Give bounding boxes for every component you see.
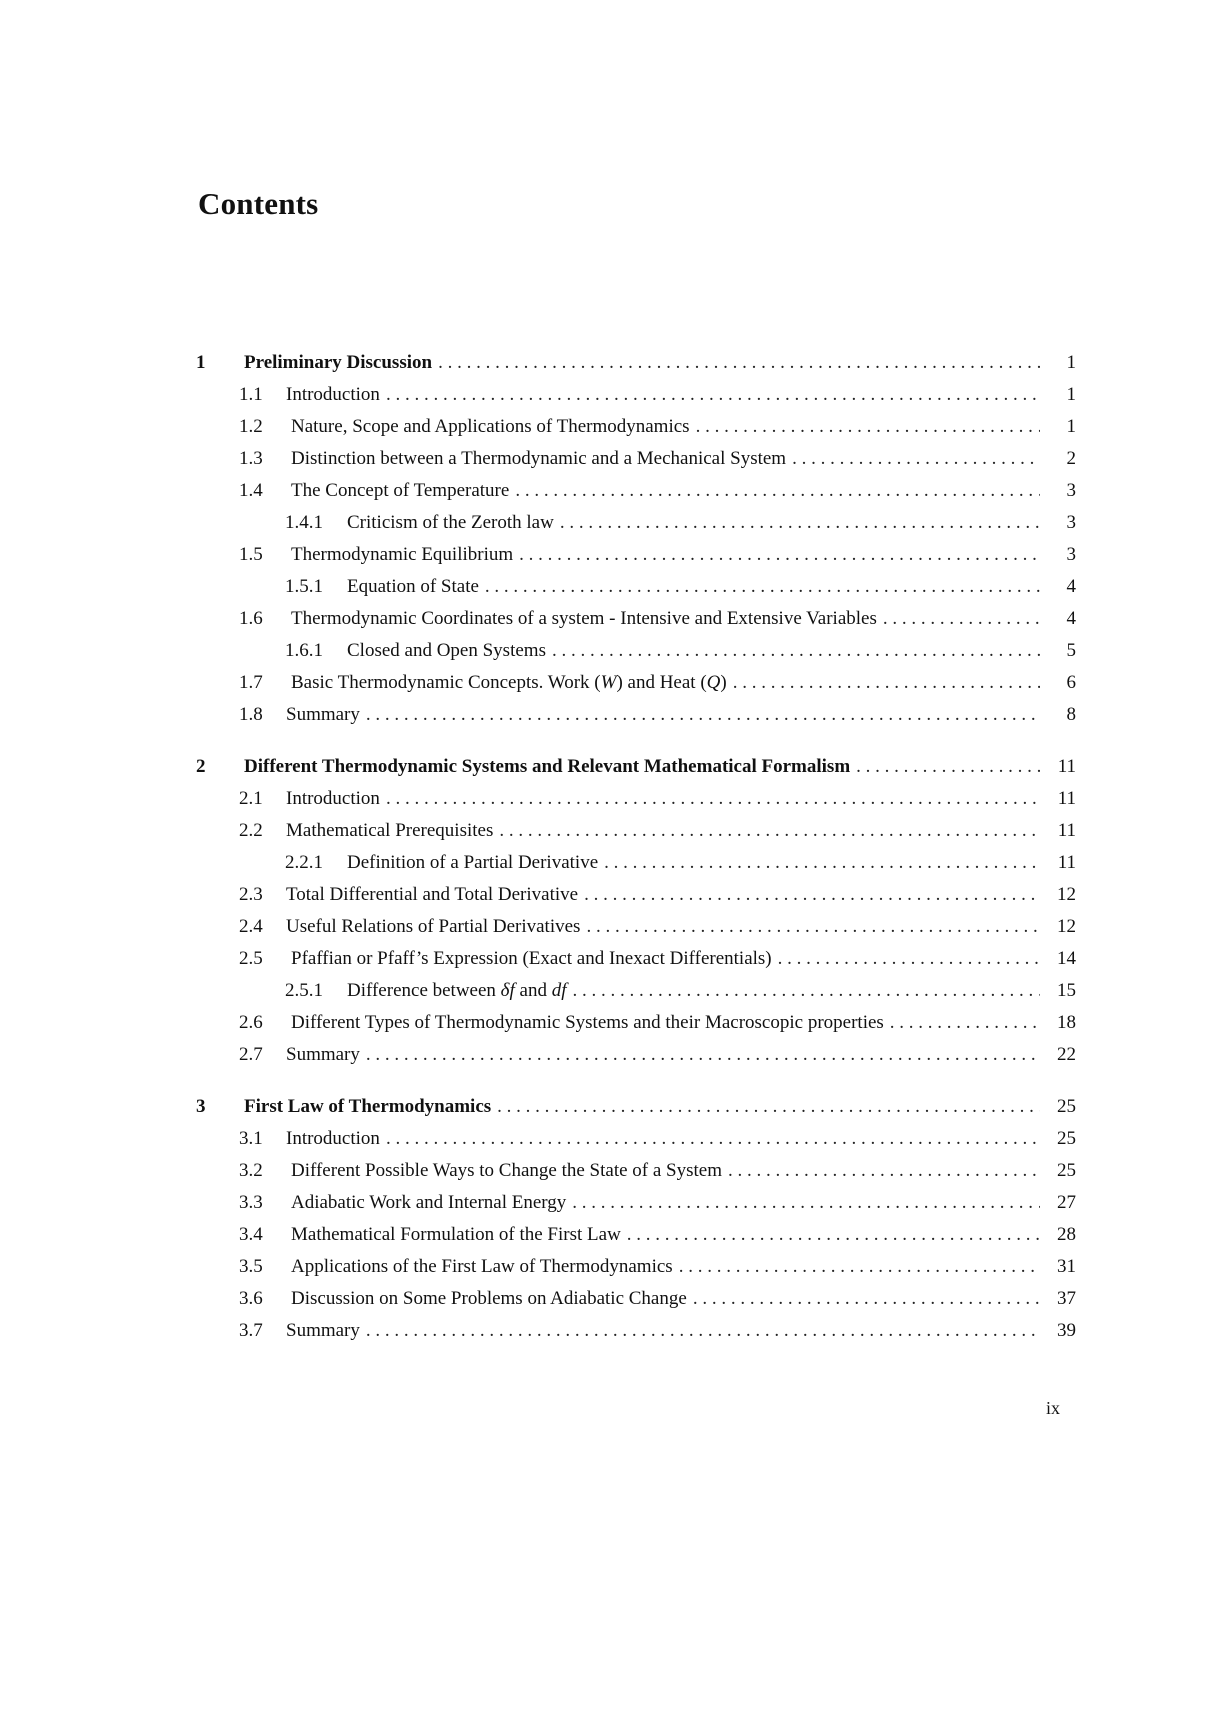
dot-leader <box>733 667 1040 699</box>
dot-leader <box>386 1123 1040 1155</box>
dot-leader <box>586 911 1040 943</box>
entry-title-leader <box>291 1219 1040 1251</box>
entry-number: 2.2.1 <box>285 852 323 873</box>
entry-number: 1.7 <box>239 672 263 693</box>
dot-leader <box>792 443 1040 475</box>
entry-number: 3.3 <box>239 1192 263 1213</box>
subsection-entry[interactable] <box>196 507 1076 539</box>
dot-leader <box>485 571 1040 603</box>
dot-leader <box>519 539 1040 571</box>
entry-title[interactable]: Different Types of Thermodynamic Systems and their Macroscopic properties <box>291 1012 884 1033</box>
entry-title-leader <box>286 1315 1040 1347</box>
entry-page-number[interactable]: 25 <box>1057 1160 1076 1181</box>
entry-title[interactable]: Nature, Scope and Applications of Thermodynamics <box>291 416 690 437</box>
entry-number: 3.1 <box>239 1128 263 1149</box>
entry-title[interactable]: Summary <box>286 704 360 725</box>
entry-number: 1.5.1 <box>285 576 323 597</box>
entry-title-leader <box>286 783 1040 815</box>
dot-leader <box>386 783 1040 815</box>
section-entry[interactable] <box>196 667 1076 699</box>
entry-number: 2.2 <box>239 820 263 841</box>
entry-page-number[interactable]: 12 <box>1057 884 1076 905</box>
entry-page-number[interactable]: 6 <box>1066 672 1076 693</box>
entry-title-leader <box>291 1187 1040 1219</box>
entry-title-leader <box>286 1123 1040 1155</box>
entry-title-leader <box>347 975 1040 1007</box>
entry-number: 1.4.1 <box>285 512 323 533</box>
dot-leader <box>552 635 1040 667</box>
entry-title-leader <box>286 911 1040 943</box>
entry-title[interactable]: Difference between δf and df <box>347 980 567 1001</box>
entry-title[interactable]: First Law of Thermodynamics <box>244 1096 492 1117</box>
entry-page-number[interactable]: 15 <box>1057 980 1076 1001</box>
entry-page-number[interactable]: 12 <box>1057 916 1076 937</box>
chapter-entry[interactable] <box>196 347 1076 379</box>
section-entry[interactable] <box>196 1007 1076 1039</box>
entry-title-leader <box>244 347 1040 379</box>
entry-page-number[interactable]: 5 <box>1066 640 1076 661</box>
dot-leader <box>679 1251 1040 1283</box>
entry-title[interactable]: Introduction <box>286 788 380 809</box>
entry-title-leader <box>347 571 1040 603</box>
entry-title[interactable]: Total Differential and Total Derivative <box>286 884 579 905</box>
entry-title-leader <box>291 1007 1040 1039</box>
entry-title-leader <box>347 507 1040 539</box>
entry-title[interactable]: Discussion on Some Problems on Adiabatic Change <box>291 1288 687 1309</box>
entry-title-leader <box>291 1251 1040 1283</box>
dot-leader <box>627 1219 1040 1251</box>
entry-number: 2.5 <box>239 948 263 969</box>
section-entry[interactable] <box>196 1251 1076 1283</box>
chapter-block <box>196 751 1076 1071</box>
entry-title-leader <box>291 539 1040 571</box>
entry-title[interactable]: Criticism of the Zeroth law <box>347 512 554 533</box>
entry-number: 1.2 <box>239 416 263 437</box>
section-entry[interactable] <box>196 539 1076 571</box>
entry-page-number[interactable]: 14 <box>1057 948 1076 969</box>
page-title: Contents <box>198 186 319 221</box>
dot-leader <box>604 847 1040 879</box>
section-entry[interactable] <box>196 475 1076 507</box>
section-entry[interactable] <box>196 443 1076 475</box>
entry-number: 1.6 <box>239 608 263 629</box>
dot-leader <box>497 1091 1040 1123</box>
entry-title-leader <box>244 751 1040 783</box>
entry-page-number[interactable]: 39 <box>1057 1320 1076 1341</box>
section-entry[interactable] <box>196 911 1076 943</box>
entry-title-leader <box>286 1039 1040 1071</box>
section-entry[interactable] <box>196 1155 1076 1187</box>
entry-title[interactable]: Different Thermodynamic Systems and Relevant Mathematical Formalism <box>244 756 851 777</box>
chapter-block <box>196 347 1076 731</box>
entry-number: 1.5 <box>239 544 263 565</box>
entry-number: 2.7 <box>239 1044 263 1065</box>
entry-title[interactable]: Different Possible Ways to Change the State of a System <box>291 1160 723 1181</box>
chapter-entry[interactable] <box>196 1091 1076 1123</box>
entry-page-number[interactable]: 25 <box>1057 1096 1076 1117</box>
entry-title[interactable]: Distinction between a Thermodynamic and a Mechanical System <box>291 448 787 469</box>
section-entry[interactable] <box>196 783 1076 815</box>
dot-leader <box>386 379 1040 411</box>
entry-number: 1.4 <box>239 480 263 501</box>
entry-number: 1.3 <box>239 448 263 469</box>
entry-number: 3.6 <box>239 1288 263 1309</box>
subsection-entry[interactable] <box>196 847 1076 879</box>
entry-number: 3.2 <box>239 1160 263 1181</box>
entry-number: 3.5 <box>239 1256 263 1277</box>
entry-title[interactable]: Preliminary Discussion <box>244 352 433 373</box>
entry-title-leader <box>291 667 1040 699</box>
entry-page-number[interactable]: 22 <box>1057 1044 1076 1065</box>
entry-page-number[interactable]: 25 <box>1057 1128 1076 1149</box>
dot-leader <box>499 815 1040 847</box>
subsection-entry[interactable] <box>196 975 1076 1007</box>
entry-page-number[interactable]: 3 <box>1066 480 1076 501</box>
dot-leader <box>890 1007 1040 1039</box>
dot-leader <box>572 1187 1040 1219</box>
entry-page-number[interactable]: 4 <box>1066 608 1076 629</box>
entry-title[interactable]: Pfaffian or Pfaff’s Expression (Exact and Inexact Differentials) <box>291 948 772 969</box>
entry-number: 2.1 <box>239 788 263 809</box>
dot-leader <box>584 879 1040 911</box>
entry-page-number[interactable]: 4 <box>1066 576 1076 597</box>
entry-title-leader <box>347 635 1040 667</box>
entry-page-number[interactable]: 28 <box>1057 1224 1076 1245</box>
entry-title-leader <box>291 943 1040 975</box>
entry-number: 1 <box>196 352 206 373</box>
entry-title-leader <box>286 379 1040 411</box>
page-number: ix <box>1046 1398 1061 1418</box>
section-entry[interactable] <box>196 699 1076 731</box>
entry-number: 3.7 <box>239 1320 263 1341</box>
entry-title-leader <box>286 699 1040 731</box>
dot-leader <box>856 751 1040 783</box>
entry-title[interactable]: Applications of the First Law of Thermodynamics <box>291 1256 673 1277</box>
dot-leader <box>696 411 1040 443</box>
section-entry[interactable] <box>196 879 1076 911</box>
dot-leader <box>366 1315 1040 1347</box>
dot-leader <box>438 347 1040 379</box>
entry-title-leader <box>286 879 1040 911</box>
entry-page-number[interactable]: 11 <box>1057 852 1076 873</box>
entry-title-leader <box>291 1155 1040 1187</box>
entry-title[interactable]: Introduction <box>286 1128 380 1149</box>
section-entry[interactable] <box>196 1123 1076 1155</box>
entry-page-number[interactable]: 8 <box>1066 704 1076 725</box>
chapter-entry[interactable] <box>196 751 1076 783</box>
entry-title[interactable]: Thermodynamic Coordinates of a system - Intensive and Extensive Variables <box>291 608 877 629</box>
section-entry[interactable] <box>196 1187 1076 1219</box>
section-entry[interactable] <box>196 1283 1076 1315</box>
chapter-block <box>196 1091 1076 1347</box>
entry-title[interactable]: Introduction <box>286 384 380 405</box>
entry-number: 1.1 <box>239 384 263 405</box>
entry-title[interactable]: Definition of a Partial Derivative <box>347 852 599 873</box>
entry-page-number[interactable]: 1 <box>1066 416 1076 437</box>
dot-leader <box>515 475 1040 507</box>
entry-title-leader <box>291 475 1040 507</box>
entry-page-number[interactable]: 18 <box>1057 1012 1076 1033</box>
entry-number: 2.4 <box>239 916 263 937</box>
section-entry[interactable] <box>196 943 1076 975</box>
section-entry[interactable] <box>196 379 1076 411</box>
dot-leader <box>728 1155 1040 1187</box>
subsection-entry[interactable] <box>196 571 1076 603</box>
entry-page-number[interactable]: 31 <box>1057 1256 1076 1277</box>
entry-title[interactable]: The Concept of Temperature <box>291 480 510 501</box>
entry-page-number[interactable]: 2 <box>1066 448 1076 469</box>
dot-leader <box>778 943 1040 975</box>
entry-page-number[interactable]: 1 <box>1066 384 1076 405</box>
dot-leader <box>366 1039 1040 1071</box>
entry-title-leader <box>291 603 1040 635</box>
section-entry[interactable] <box>196 1219 1076 1251</box>
dot-leader <box>573 975 1040 1007</box>
entry-title[interactable]: Summary <box>286 1044 360 1065</box>
entry-page-number[interactable]: 27 <box>1057 1192 1076 1213</box>
section-entry[interactable] <box>196 1039 1076 1071</box>
entry-page-number[interactable]: 1 <box>1066 352 1076 373</box>
entry-page-number[interactable]: 3 <box>1066 512 1076 533</box>
section-entry[interactable] <box>196 815 1076 847</box>
entry-title[interactable]: Thermodynamic Equilibrium <box>291 544 514 565</box>
dot-leader <box>366 699 1040 731</box>
entry-title-leader <box>291 411 1040 443</box>
entry-number: 1.6.1 <box>285 640 323 661</box>
entry-number: 3 <box>196 1096 206 1117</box>
section-entry[interactable] <box>196 603 1076 635</box>
entry-title[interactable]: Mathematical Formulation of the First Law <box>291 1224 621 1245</box>
section-entry[interactable] <box>196 411 1076 443</box>
entry-number: 2.5.1 <box>285 980 323 1001</box>
entry-title[interactable]: Mathematical Prerequisites <box>286 820 494 841</box>
entry-title[interactable]: Adiabatic Work and Internal Energy <box>291 1192 567 1213</box>
entry-title[interactable]: Useful Relations of Partial Derivatives <box>286 916 581 937</box>
dot-leader <box>560 507 1040 539</box>
dot-leader <box>693 1283 1040 1315</box>
entry-title-leader <box>291 1283 1040 1315</box>
entry-number: 2 <box>196 756 206 777</box>
entry-page-number[interactable]: 11 <box>1057 788 1076 809</box>
entry-title[interactable]: Equation of State <box>347 576 479 597</box>
table-of-contents <box>196 347 1076 1367</box>
entry-number: 2.6 <box>239 1012 263 1033</box>
entry-page-number[interactable]: 3 <box>1066 544 1076 565</box>
entry-title[interactable]: Summary <box>286 1320 360 1341</box>
entry-number: 3.4 <box>239 1224 263 1245</box>
entry-title-leader <box>244 1091 1040 1123</box>
entry-number: 1.8 <box>239 704 263 725</box>
entry-number: 2.3 <box>239 884 263 905</box>
entry-title[interactable]: Basic Thermodynamic Concepts. Work (W) and Heat (Q) <box>291 672 727 693</box>
entry-title-leader <box>291 443 1040 475</box>
entry-page-number[interactable]: 11 <box>1057 756 1076 777</box>
section-entry[interactable] <box>196 1315 1076 1347</box>
entry-title-leader <box>286 815 1040 847</box>
entry-page-number[interactable]: 11 <box>1057 820 1076 841</box>
entry-title[interactable]: Closed and Open Systems <box>347 640 546 661</box>
entry-title-leader <box>347 847 1040 879</box>
entry-page-number[interactable]: 37 <box>1057 1288 1076 1309</box>
subsection-entry[interactable] <box>196 635 1076 667</box>
dot-leader <box>883 603 1040 635</box>
